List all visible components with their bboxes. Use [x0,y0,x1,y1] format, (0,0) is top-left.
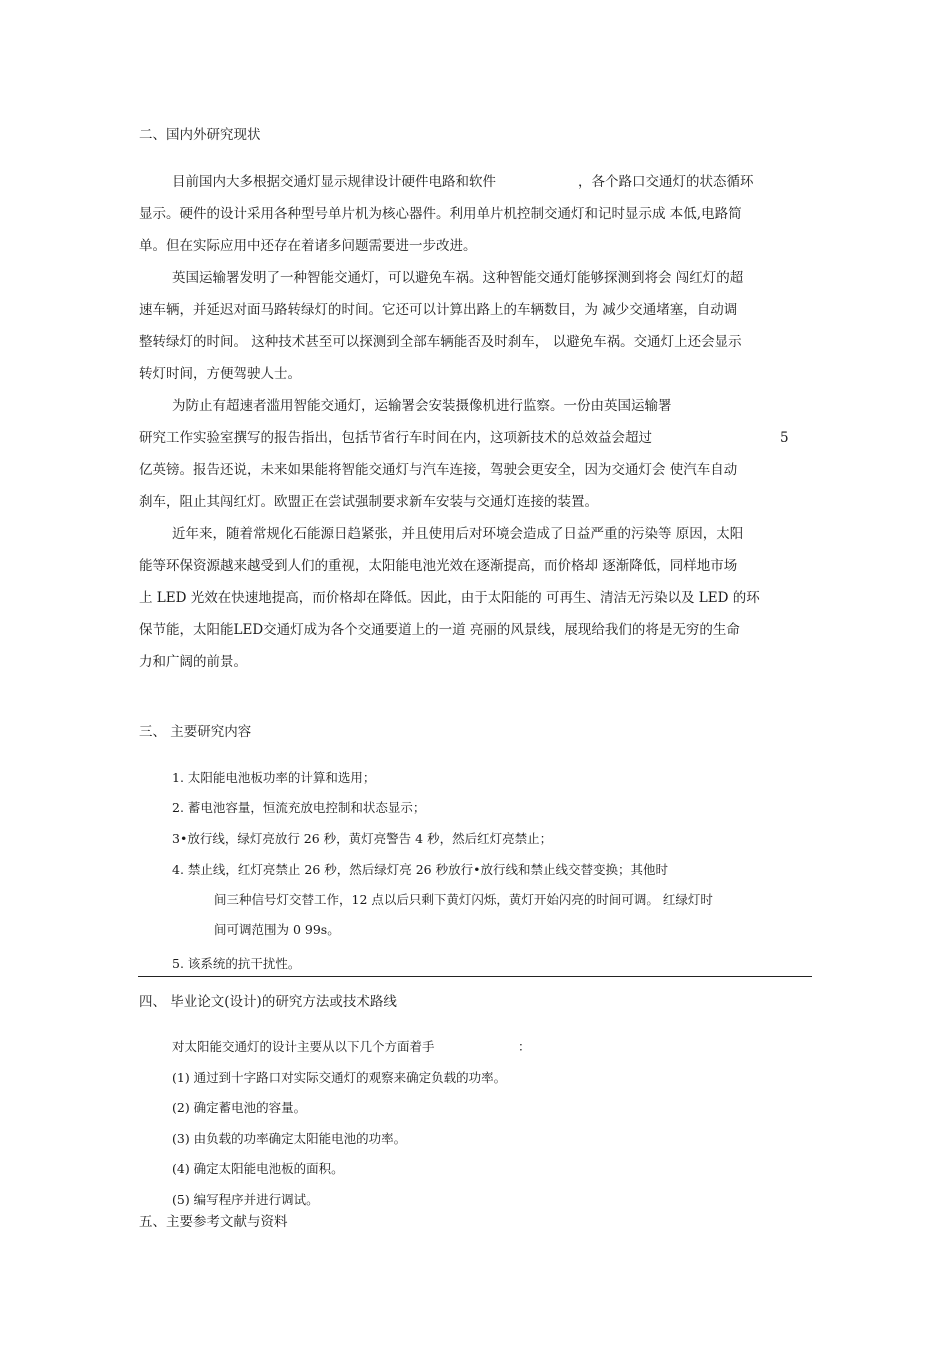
list-item: 4. 禁止线，红灯亮禁止 26 秒，然后绿灯亮 26 秒放行•放行线和禁止线交替变换；其他时 [172,862,668,877]
list-item: 5. 该系统的抗干扰性。 [172,956,301,971]
paragraph-3-number: 5 [780,430,789,446]
section-3-heading: 三、 主要研究内容 [139,724,252,740]
section-5-heading: 五、主要参考文献与资料 [139,1214,288,1230]
paragraph-4-line: 近年来，随着常规化石能源日趋紧张，并且使用后对环境会造成了日益严重的污染等 原因，太阳 [172,526,744,542]
method-item: (4) 确定太阳能电池板的面积。 [172,1161,344,1176]
paragraph-1-line: 目前国内大多根据交通灯显示规律设计硬件电路和软件 [172,174,496,190]
section-4-heading: 四、 毕业论文(设计)的研究方法或技术路线 [139,994,397,1010]
method-item: (1) 通过到十字路口对实际交通灯的观察来确定负载的功率。 [172,1070,507,1085]
paragraph-1-line: ，各个路口交通灯的状态循环 [578,174,754,190]
method-item: (5) 编写程序并进行调试。 [172,1192,319,1207]
section-divider [138,976,812,977]
list-item-continuation: 间可调范围为 0 99s。 [214,922,340,937]
paragraph-3-line: 亿英镑。报告还说，未来如果能将智能交通灯与汽车连接，驾驶会更安全，因为交通灯会 使汽车自动 [139,462,738,478]
section-2-heading: 二、国内外研究现状 [139,127,261,143]
paragraph-2-line: 整转绿灯的时间。 这种技术甚至可以探测到全部车辆能否及时刹车， 以避免车祸。交通灯上还会显示 [139,334,742,350]
section-4-intro-colon: ： [518,1039,531,1054]
paragraph-4-line: 上 LED 光效在快速地提高，而价格却在降低。因此，由于太阳能的 可再生、清洁无污染以及 LED 的环 [139,590,760,606]
list-item: 3•放行线，绿灯亮放行 26 秒，黄灯亮警告 4 秒，然后红灯亮禁止； [172,831,553,846]
paragraph-3-line: 刹车，阻止其闯红灯。欧盟正在尝试强制要求新车安装与交通灯连接的装置。 [139,494,598,510]
paragraph-1-line: 单。但在实际应用中还存在着诸多问题需要进一步改进。 [139,238,477,254]
method-item: (3) 由负载的功率确定太阳能电池的功率。 [172,1131,407,1146]
paragraph-2-line: 英国运输署发明了一种智能交通灯，可以避免车祸。这种智能交通灯能够探测到将会 闯红灯的超 [172,270,744,286]
paragraph-1-line: 显示。硬件的设计采用各种型号单片机为核心器件。利用单片机控制交通灯和记时显示成 本低,电路简 [139,206,742,222]
paragraph-4-line: 力和广阔的前景。 [139,654,247,670]
paragraph-2-line: 速车辆，并延迟对面马路转绿灯的时间。它还可以计算出路上的车辆数目，为 减少交通堵塞，自动调 [139,302,738,318]
list-item: 1. 太阳能电池板功率的计算和选用； [172,770,376,785]
paragraph-4-line: 保节能，太阳能LED交通灯成为各个交通要道上的一道 亮丽的风景线，展现给我们的将是无穷的生命 [139,622,740,638]
paragraph-2-line: 转灯时间，方便驾驶人士。 [139,366,301,382]
method-item: (2) 确定蓄电池的容量。 [172,1100,307,1115]
list-item-continuation: 间三种信号灯交替工作，12 点以后只剩下黄灯闪烁，黄灯开始闪亮的时间可调。 红绿灯时 [214,892,713,907]
paragraph-3-line: 为防止有超速者滥用智能交通灯，运输署会安装摄像机进行监察。一份由英国运输署 [172,398,672,414]
paragraph-3-line: 研究工作实验室撰写的报告指出，包括节省行车时间在内，这项新技术的总效益会超过 [139,430,652,446]
list-item: 2. 蓄电池容量，恒流充放电控制和状态显示； [172,800,426,815]
paragraph-4-line: 能等环保资源越来越受到人们的重视，太阳能电池光效在逐渐提高，而价格却 逐渐降低，同样地市场 [139,558,738,574]
section-4-intro: 对太阳能交通灯的设计主要从以下几个方面着手 [172,1039,435,1054]
